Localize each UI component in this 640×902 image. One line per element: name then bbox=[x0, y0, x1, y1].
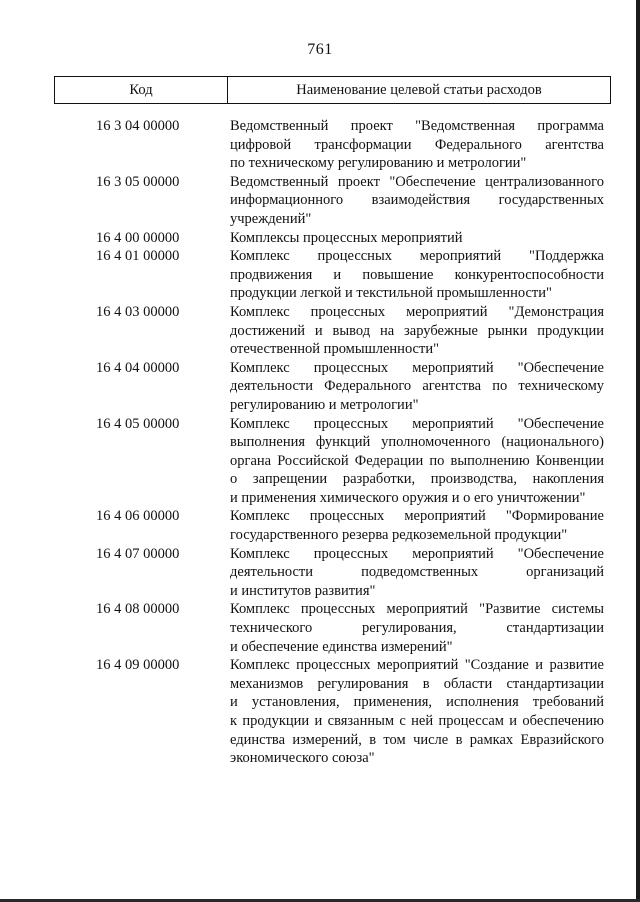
description-line: Комплекс процессных мероприятий "Обеспечение bbox=[230, 415, 604, 432]
row-code: 16 4 05 00000 bbox=[96, 415, 180, 432]
row-description bbox=[230, 229, 604, 248]
description-line: Комплекс процессных мероприятий "Создание и развитие bbox=[230, 657, 604, 674]
row-description bbox=[230, 600, 604, 656]
row-code: 16 4 08 00000 bbox=[96, 601, 180, 618]
header-name-column: Наименование целевой статьи расходов bbox=[296, 81, 542, 98]
description-line: по техническому регулированию и метрологии" bbox=[230, 155, 527, 172]
table-row bbox=[0, 173, 640, 229]
row-description bbox=[230, 173, 604, 229]
description-line: к продукции и связанным с ней процессам и обеспечению bbox=[230, 713, 604, 729]
row-description bbox=[230, 247, 604, 303]
description-line: Комплексы процессных мероприятий bbox=[230, 229, 463, 246]
row-code: 16 3 04 00000 bbox=[96, 118, 180, 134]
description-line: регулированию и метрологии" bbox=[230, 396, 419, 413]
description-line: органа Российской Федерации по выполнению Конвенции bbox=[230, 452, 604, 469]
description-line: деятельности подведомственных организаций bbox=[230, 564, 604, 581]
row-code: 16 4 09 00000 bbox=[96, 657, 180, 674]
row-description bbox=[230, 415, 604, 508]
description-line: экономического союза" bbox=[230, 750, 375, 767]
description-line: Комплекс процессных мероприятий "Обеспечение bbox=[230, 545, 604, 562]
description-line: и установления, применения, исполнения требований bbox=[230, 694, 604, 711]
description-line: учреждений" bbox=[230, 210, 312, 227]
table-header bbox=[54, 76, 611, 104]
description-line: цифровой трансформации Федерального агентства bbox=[230, 136, 604, 153]
table-row bbox=[0, 545, 640, 601]
description-line: отечественной промышленности" bbox=[230, 341, 440, 358]
description-line: информационного взаимодействия государственных bbox=[230, 192, 604, 209]
row-description bbox=[230, 117, 604, 173]
row-description bbox=[230, 545, 604, 601]
table-row bbox=[0, 507, 640, 544]
row-code: 16 4 04 00000 bbox=[96, 359, 180, 376]
table-row bbox=[0, 303, 640, 359]
description-line: достижений и вывод на зарубежные рынки продукции bbox=[230, 322, 604, 339]
row-description bbox=[230, 359, 604, 415]
description-line: и применения химического оружия и о его уничтожении" bbox=[230, 489, 586, 506]
row-code: 16 4 07 00000 bbox=[96, 545, 180, 562]
row-code: 16 4 01 00000 bbox=[96, 248, 180, 265]
description-line: Комплекс процессных мероприятий "Обеспечение bbox=[230, 359, 604, 376]
row-description bbox=[230, 656, 604, 768]
table-row bbox=[0, 656, 640, 768]
row-description bbox=[230, 507, 604, 544]
description-line: и институтов развития" bbox=[230, 582, 376, 599]
description-line: Комплекс процессных мероприятий "Демонстрация bbox=[230, 303, 604, 320]
description-line: и обеспечение единства измерений" bbox=[230, 638, 453, 655]
description-line: продвижения и повышение конкурентоспособности bbox=[230, 266, 604, 283]
description-line: Ведомственный проект "Обеспечение централизованного bbox=[230, 173, 604, 190]
description-line: Комплекс процессных мероприятий "Поддержка bbox=[230, 248, 604, 265]
row-code: 16 4 03 00000 bbox=[96, 303, 180, 320]
budget-items-list bbox=[0, 117, 640, 768]
description-line: продукции легкой и текстильной промышленности" bbox=[230, 285, 552, 302]
row-code: 16 4 06 00000 bbox=[96, 508, 180, 525]
description-line: о запрещении разработки, производства, накопления bbox=[230, 471, 604, 488]
description-line: Ведомственный проект "Ведомственная программа bbox=[230, 118, 604, 134]
description-line: государственного резерва редкоземельной продукции" bbox=[230, 527, 568, 544]
row-code: 16 3 05 00000 bbox=[96, 173, 180, 190]
row-code: 16 4 00 00000 bbox=[96, 229, 180, 246]
page-number: 761 bbox=[307, 41, 333, 58]
header-code-column: Код bbox=[55, 77, 228, 103]
table-row bbox=[0, 117, 640, 173]
description-line: технического регулирования, стандартизации bbox=[230, 620, 604, 637]
description-line: деятельности Федерального агентства по техническому bbox=[230, 378, 604, 395]
description-line: выполнения функций уполномоченного (национального) bbox=[230, 434, 604, 451]
table-row bbox=[0, 229, 640, 248]
table-row bbox=[0, 247, 640, 303]
table-row bbox=[0, 359, 640, 415]
description-line: Комплекс процессных мероприятий "Развитие системы bbox=[230, 601, 604, 618]
description-line: механизмов регулирования в области стандартизации bbox=[230, 675, 604, 692]
table-row bbox=[0, 600, 640, 656]
table-row bbox=[0, 415, 640, 508]
description-line: Комплекс процессных мероприятий "Формирование bbox=[230, 508, 604, 525]
row-description bbox=[230, 303, 604, 359]
description-line: единства измерений, в том числе в рамках Евразийского bbox=[230, 731, 604, 748]
